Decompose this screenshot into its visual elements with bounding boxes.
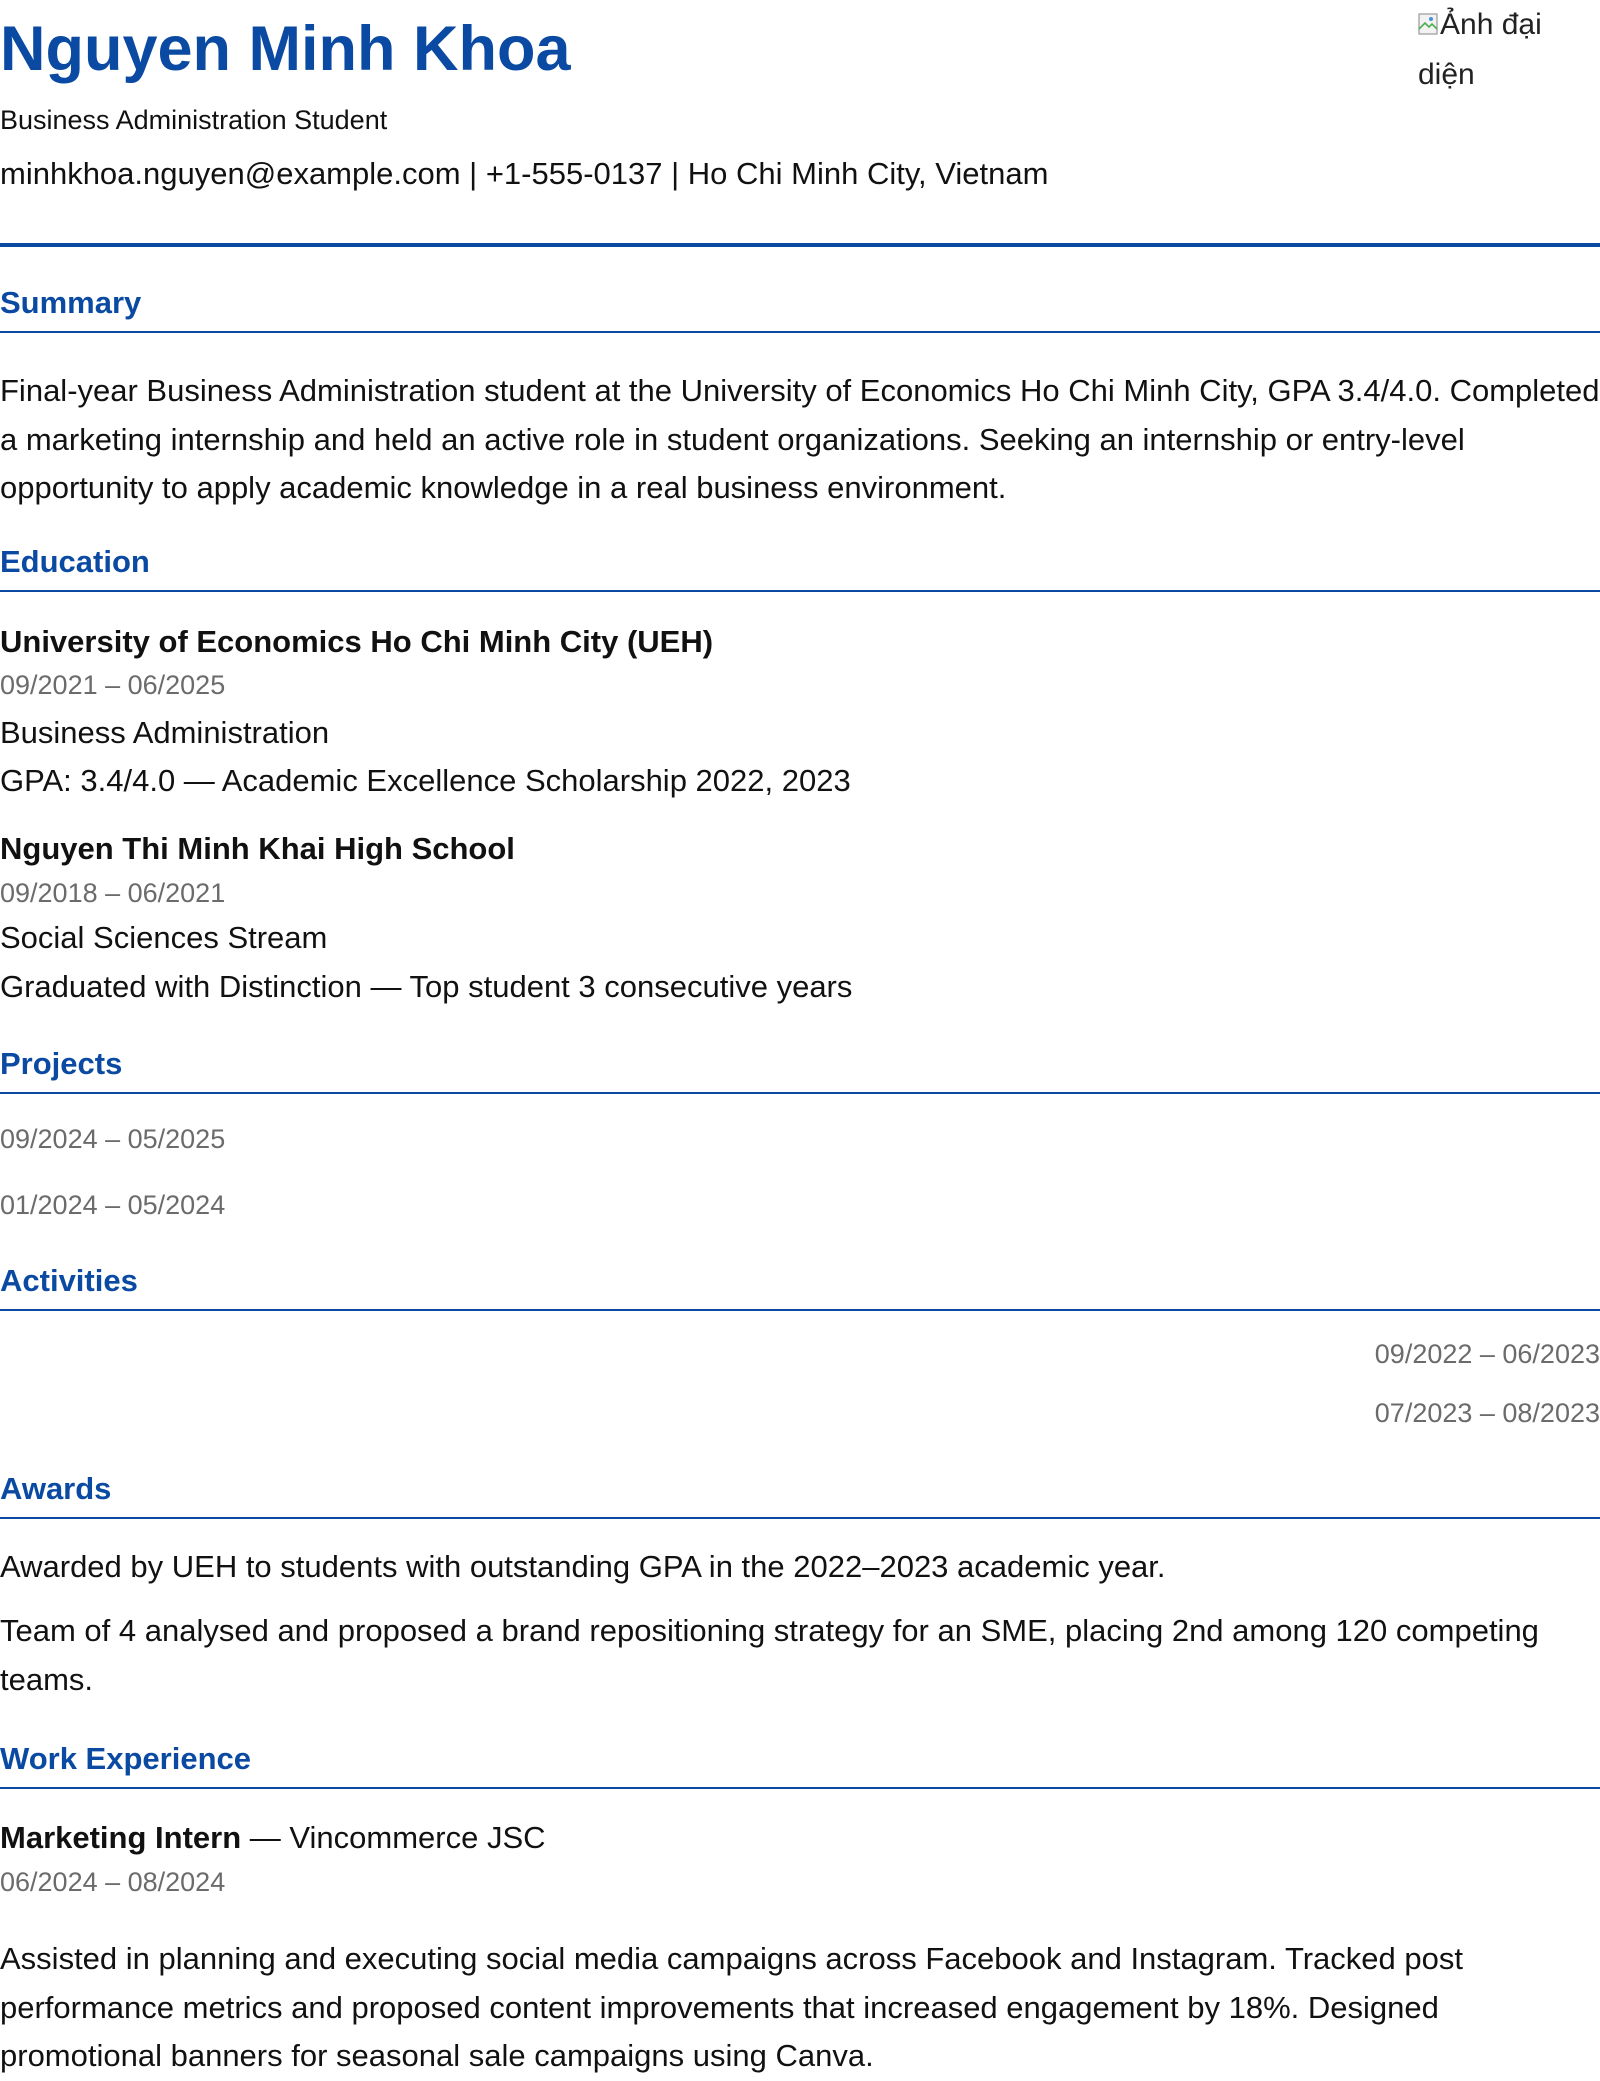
- work-description: Assisted in planning and executing social media campaigns across Facebook and Instagram. Tracked post performance metrics and proposed content improvements that increased engagement by 18%. Designed promotional banners for seasonal sale campaigns using Canva.: [0, 1941, 1463, 2073]
- education-school: Nguyen Thi Minh Khai High School: [0, 831, 515, 866]
- award-description: Team of 4 analysed and proposed a brand repositioning strategy for an SME, placing 2nd among 120 competing teams.: [0, 1613, 1539, 1697]
- work-separator: —: [241, 1820, 290, 1855]
- education-section: [0, 542, 1600, 592]
- awards-heading: Awards: [0, 1469, 1600, 1519]
- candidate-name: Nguyen Minh Khoa: [0, 14, 571, 84]
- profile-photo-alt-text: Ảnh đại diện: [1418, 8, 1542, 91]
- activity-dates: 07/2023 – 08/2023: [1374, 1398, 1600, 1428]
- summary-section: [0, 283, 1600, 513]
- education-dates: 09/2018 – 06/2021: [0, 878, 226, 908]
- summary-text: Final-year Business Administration student at the University of Economics Ho Chi Minh City, GPA 3.4/4.0. Completed a marketing internship and held an active role in student organizations. Seeking an internship or entry-level opportunity to apply academic knowledge in a real business environment.: [0, 373, 1600, 505]
- education-heading: Education: [0, 542, 1600, 592]
- activities-section: [0, 1261, 1600, 1311]
- education-field: Social Sciences Stream: [0, 920, 328, 955]
- contact-line: minhkhoa.nguyen@example.com | +1-555-0137 | Ho Chi Minh City, Vietnam: [0, 156, 1049, 191]
- work-heading: Work Experience: [0, 1739, 1600, 1789]
- activities-heading: Activities: [0, 1261, 1600, 1311]
- education-detail: GPA: 3.4/4.0 — Academic Excellence Scholarship 2022, 2023: [0, 763, 851, 798]
- profile-photo: [1418, 0, 1600, 100]
- work-entry-title: [0, 1818, 1600, 1858]
- broken-image-icon: [1418, 13, 1438, 35]
- project-dates: 09/2024 – 05/2025: [0, 1124, 226, 1154]
- education-school: University of Economics Ho Chi Minh City (UEH): [0, 624, 714, 659]
- award-description: Awarded by UEH to students with outstanding GPA in the 2022–2023 academic year.: [0, 1549, 1166, 1584]
- activity-dates: 09/2022 – 06/2023: [1374, 1339, 1600, 1369]
- candidate-title: Business Administration Student: [0, 105, 388, 135]
- resume-header: [0, 0, 1600, 247]
- project-dates: 01/2024 – 05/2024: [0, 1190, 226, 1220]
- work-company: Vincommerce JSC: [289, 1820, 546, 1855]
- work-role: Marketing Intern: [0, 1820, 242, 1855]
- awards-section: [0, 1469, 1600, 1519]
- work-section: [0, 1739, 1600, 1789]
- projects-section: [0, 1044, 1600, 1094]
- education-field: Business Administration: [0, 715, 330, 750]
- education-dates: 09/2021 – 06/2025: [0, 670, 226, 700]
- projects-heading: Projects: [0, 1044, 1600, 1094]
- education-detail: Graduated with Distinction — Top student 3 consecutive years: [0, 969, 853, 1004]
- work-dates: 06/2024 – 08/2024: [0, 1867, 226, 1897]
- summary-heading: Summary: [0, 283, 1600, 333]
